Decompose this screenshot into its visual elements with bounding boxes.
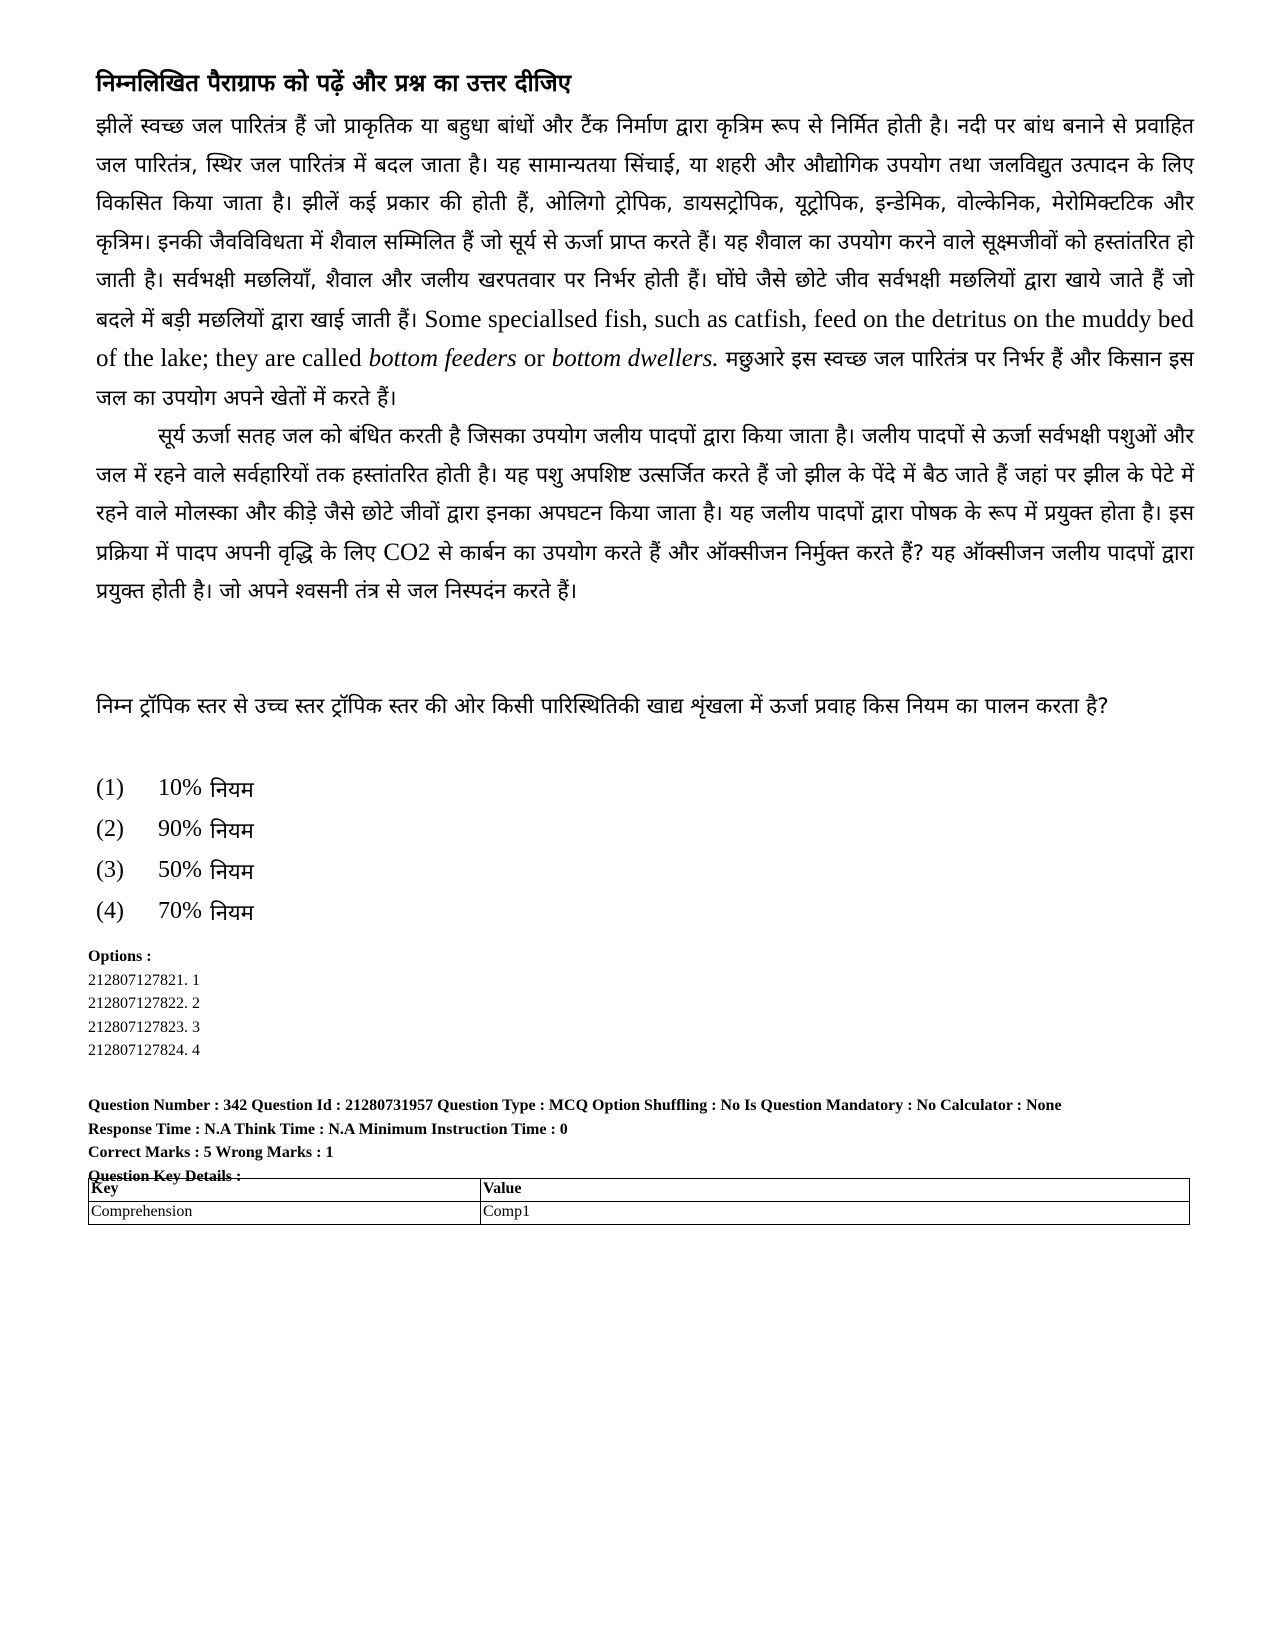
- choice-2: [96, 809, 254, 850]
- passage-paragraph-2-part-b: से कार्बन का उपयोग करते हैं और ऑक्सीजन निर्मुक्त करते हैं? यह ऑक्सीजन जलीय पादपों द्वारा प्रयुक्त होती है। जो अपने श्वसनी तंत्र से जल निस्पदंन करते हैं।: [96, 540, 1194, 604]
- options-label: Options :: [88, 948, 152, 965]
- choice-percent: 50%: [158, 857, 202, 883]
- table-header-row: [89, 1179, 1190, 1202]
- question-metadata: [88, 1094, 1198, 1188]
- term-bottom-dwellers: bottom dwellers.: [551, 345, 719, 372]
- passage: [96, 108, 1194, 612]
- choice-text: नियम: [210, 900, 254, 926]
- passage-paragraph-1-hindi: झीलें स्वच्छ जल पारितंत्र हैं जो प्राकृतिक या बहुधा बांधों और टैंक निर्माण द्वारा कृत्रिम रूप से निर्मित होती है। नदी पर बांध बनाने से प्रवाहित जल पारितंत्र, स्थिर जल पारितंत्र में बदल जाता है। यह सामान्यतया सिंचाई, या शहरी और औद्योगिक उपयोग तथा जलविद्युत उत्पादन के लिए विकसित किया जाता है। झीलें कई प्रकार की होती हैं, ओलिगो ट्रोपिक, डायसट्रोपिक, यूट्रोपिक, इन्डेमिक, वोल्केनिक, मेरोमिक्टटिक और कृत्रिम। इनकी जैवविविधता में शैवाल सम्मिलित हैं जो सूर्य से ऊर्जा प्राप्त करते हैं। यह शैवाल का उपयोग करने वाले सूक्ष्मजीवों को हस्तांतरित हो जाती है। सर्वभक्षी मछलियाँ, शैवाल और जलीय खरपतवार पर निर्भर होती हैं। घोंघे जैसे छोटे जीव सर्वभक्षी मछलियों द्वारा खाये जाते हैं जो बदले में बड़ी मछलियों द्वारा खाई जाती हैं।: [96, 114, 1194, 333]
- choice-1: [96, 768, 254, 809]
- passage-paragraph-1-hindi-end: मछुआरे इस स्वच्छ जल पारितंत्र पर निर्भर हैं और किसान इस जल का उपयोग अपने खेतों में करते हैं।: [96, 347, 1194, 411]
- table-cell-key: Comprehension: [89, 1202, 481, 1225]
- choice-number: (3): [96, 857, 124, 883]
- choice-number: (4): [96, 898, 124, 924]
- choice-3: [96, 850, 254, 891]
- meta-line-4: Question Key Details :: [88, 1167, 242, 1185]
- answer-choices: [96, 768, 254, 932]
- table-cell-value: Comp1: [481, 1202, 1190, 1225]
- passage-paragraph-2: [96, 418, 1194, 612]
- choice-number: (2): [96, 816, 124, 842]
- option-id-2: 212807127822. 2: [88, 995, 200, 1012]
- question-key-table: [88, 1178, 1190, 1225]
- meta-line-3: Correct Marks : 5 Wrong Marks : 1: [88, 1144, 334, 1161]
- choice-percent: 10%: [158, 775, 202, 801]
- option-id-3: 212807127823. 3: [88, 1018, 200, 1036]
- choice-percent: 90%: [158, 816, 202, 842]
- option-id-1: 212807127821. 1: [88, 971, 200, 989]
- choice-percent: 70%: [158, 898, 202, 924]
- choice-text: नियम: [210, 859, 254, 885]
- choice-text: नियम: [210, 777, 254, 803]
- choice-text: नियम: [210, 818, 254, 844]
- choice-number: (1): [96, 775, 124, 801]
- meta-line-2: Response Time : N.A Think Time : N.A Minimum Instruction Time : 0: [88, 1120, 568, 1138]
- table-header-key: Key: [89, 1179, 481, 1202]
- term-bottom-feeders: bottom feeders: [368, 345, 517, 372]
- question-text: निम्न ट्रॉपिक स्तर से उच्च स्तर ट्रॉपिक स्तर की ओर किसी पारिस्थितिकी खाद्य शृंखला में ऊर्जा प्रवाह किस नियम का पालन करता है?: [96, 694, 1109, 719]
- options-list: [88, 945, 200, 1063]
- choice-4: [96, 891, 254, 932]
- meta-line-1: Question Number : 342 Question Id : 21280731957 Question Type : MCQ Option Shuffling : No Is Question Mandatory : No Calculator : None: [88, 1097, 1062, 1114]
- passage-heading: निम्नलिखित पैराग्राफ को पढ़ें और प्रश्न का उत्तर दीजिए: [96, 69, 571, 97]
- passage-paragraph-2-part-a: सूर्य ऊर्जा सतह जल को बंधित करती है जिसका उपयोग जलीय पादपों द्वारा किया जाता है। जलीय पादपों से ऊर्जा सर्वभक्षी पशुओं और जल में रहने वाले सर्वहारियों तक हस्तांतरित होती है। यह पशु अपशिष्ट उत्सर्जित करते हैं जो झील के पेंदे में बैठ जाते हैं जहां पर झील के पेटे में रहने वाले मोलस्का और कीड़े जैसे छोटे जीवों द्वारा इनका अपघटन किया जाता है। यह जलीय पादपों द्वारा पोषक के रूप में प्रयुक्त होता है। इस प्रक्रिया में पादप अपनी वृद्धि के लिए: [96, 424, 1194, 566]
- passage-paragraph-1: [96, 108, 1194, 418]
- option-id-4: 212807127824. 4: [88, 1042, 200, 1059]
- conjunction-or: or: [523, 345, 545, 372]
- table-row: [89, 1202, 1190, 1225]
- co2-text: CO2: [383, 538, 431, 566]
- passage-paragraph-1-english: Some speciallsed fish, such as catfish, feed on the detritus on the muddy bed of the lake; they are called: [96, 305, 1195, 372]
- table-header-value: Value: [481, 1179, 1190, 1202]
